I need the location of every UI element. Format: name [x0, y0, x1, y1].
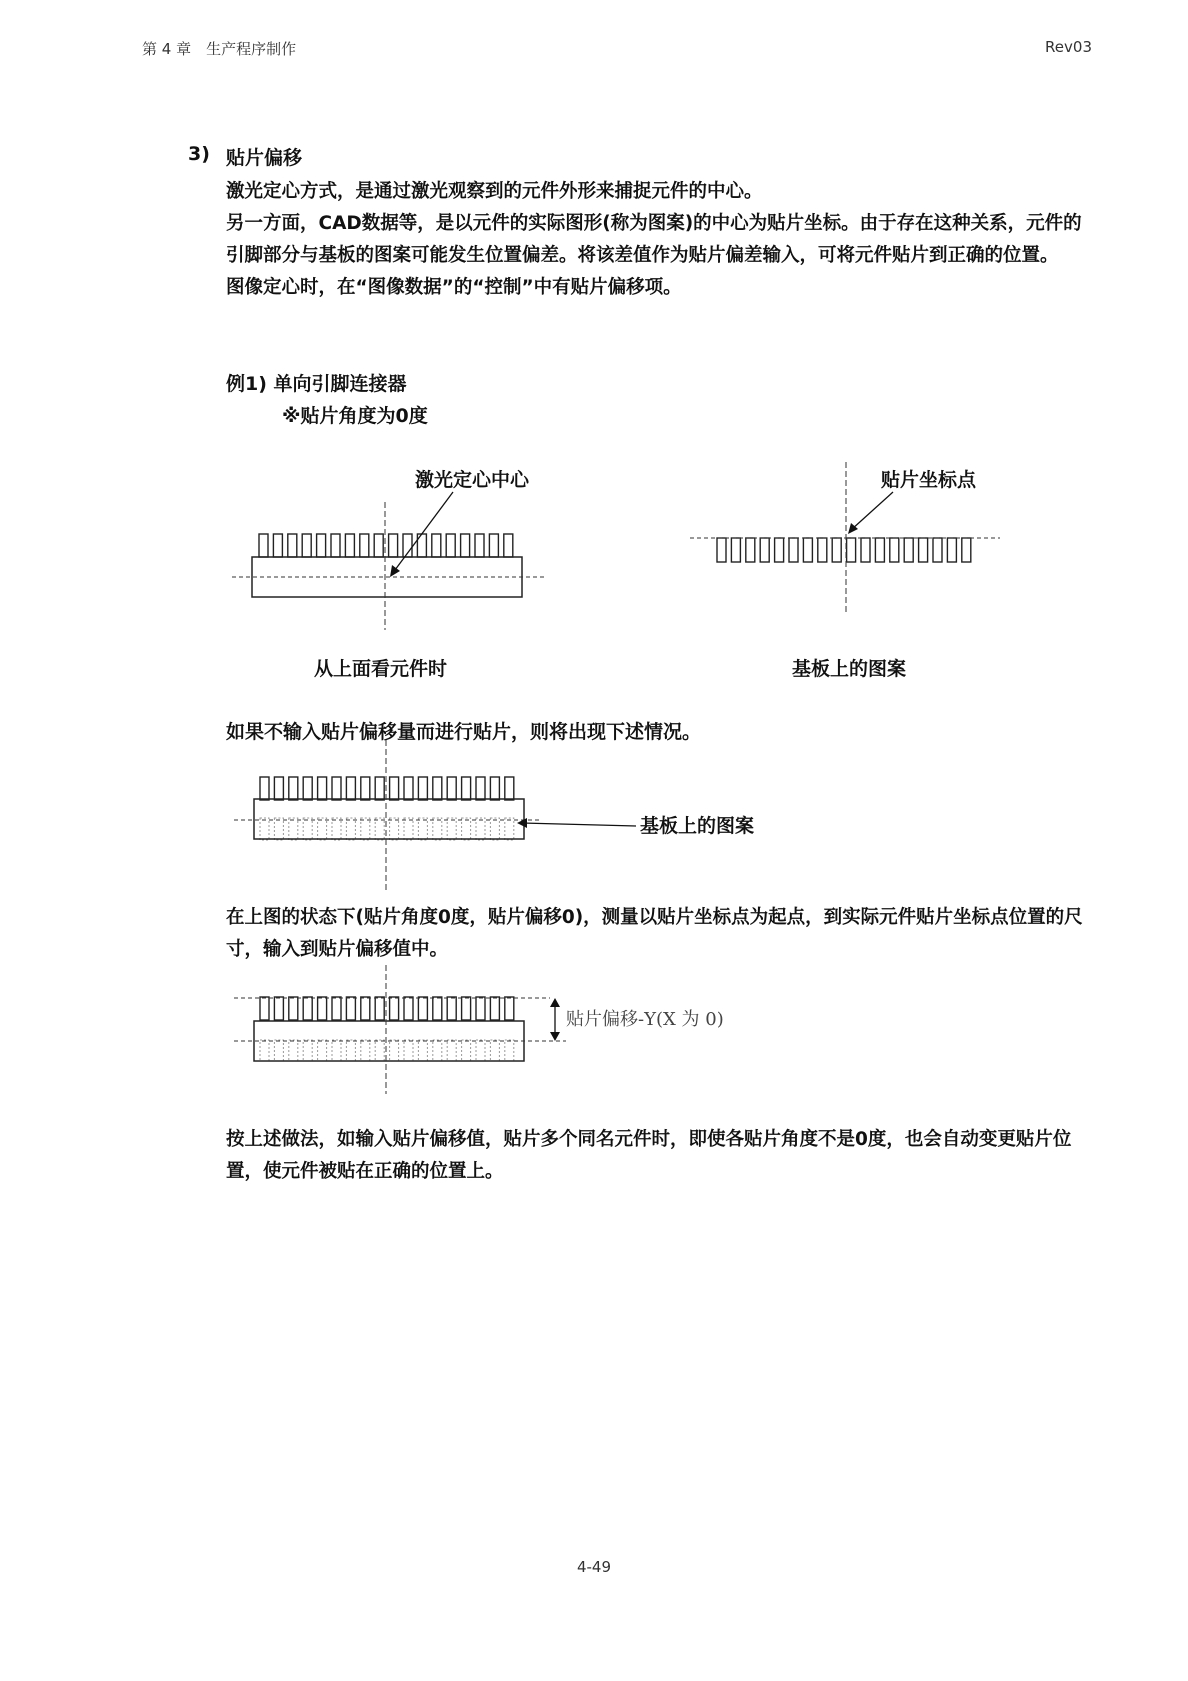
board-pad [803, 538, 812, 562]
board-pad [760, 538, 769, 562]
component-lead [475, 534, 484, 557]
mount-point-label: 贴片坐标点 [881, 469, 977, 491]
board-pad [890, 538, 899, 562]
board-pad [731, 538, 740, 562]
ghost-pad [289, 1040, 298, 1061]
component-lead [433, 777, 442, 800]
component-lead [446, 534, 455, 557]
misplaced-component-leads [260, 777, 514, 800]
component-lead [462, 997, 471, 1020]
ghost-pad [375, 818, 384, 840]
ghost-pad [490, 818, 499, 840]
ghost-pad [476, 1040, 485, 1061]
component-lead [318, 997, 327, 1020]
component-lead [418, 777, 427, 800]
component-lead [404, 777, 413, 800]
ghost-pad [332, 1040, 341, 1061]
revision-label: Rev03 [1045, 38, 1092, 56]
component-lead [447, 997, 456, 1020]
laser-center-label: 激光定心中心 [415, 469, 530, 491]
component-lead [490, 997, 499, 1020]
component-lead [433, 997, 442, 1020]
component-lead [332, 997, 341, 1020]
intro-line-1: 激光定心方式，是通过激光观察到的元件外形来捕捉元件的中心。 [226, 181, 763, 202]
section-number: 3) [188, 143, 210, 165]
ghost-pad [346, 1040, 355, 1061]
board-pad [875, 538, 884, 562]
component-lead [432, 534, 441, 557]
board-pad [717, 538, 726, 562]
component-lead [274, 997, 283, 1020]
ghost-pad [375, 1040, 384, 1061]
board-pad [818, 538, 827, 562]
intro-line-2: 另一方面，CAD数据等，是以元件的实际图形(称为图案)的中心为贴片坐标。由于存在这种关系，元件的引脚部分与基板的图案可能发生位置偏差。将该差值作为贴片偏差输入，可将元件贴片到正确的位置。 [226, 213, 1082, 266]
component-lead [361, 777, 370, 800]
page-number: 4-49 [576, 1558, 612, 1576]
result-paragraph: 按上述做法，如输入贴片偏移值，贴片多个同名元件时，即使各贴片角度不是0度，也会自动变更贴片位置，使元件被贴在正确的位置上。 [226, 1129, 1072, 1182]
ghost-pad [490, 1040, 499, 1061]
component-lead [490, 777, 499, 800]
component-lead [390, 777, 399, 800]
section-title: 贴片偏移 [226, 147, 303, 169]
component-lead [345, 534, 354, 557]
component-lead [346, 777, 355, 800]
laser-center-arrow [392, 492, 453, 574]
ghost-pad [505, 1040, 514, 1061]
component-lead [361, 997, 370, 1020]
component-lead [260, 777, 269, 800]
component-lead [260, 997, 269, 1020]
ghost-pad [289, 818, 298, 840]
component-leads [259, 534, 513, 557]
component-lead [346, 997, 355, 1020]
board-pad [746, 538, 755, 562]
ghost-pad [418, 818, 427, 840]
ghost-pad [390, 1040, 399, 1061]
component-lead [447, 777, 456, 800]
top-view-caption: 从上面看元件时 [314, 658, 448, 680]
board-pad [904, 538, 913, 562]
component-lead [289, 997, 298, 1020]
mount-point-arrow [851, 492, 893, 530]
ghost-pad [303, 818, 312, 840]
offset-ghost-pads [260, 1040, 514, 1061]
ghost-pad [346, 818, 355, 840]
offset-y-arrow-bottom [550, 1032, 560, 1041]
component-lead [259, 534, 268, 557]
board-pad [847, 538, 856, 562]
ghost-pad [404, 818, 413, 840]
component-lead [418, 997, 427, 1020]
board-pad [832, 538, 841, 562]
example-note: ※贴片角度为0度 [282, 405, 428, 427]
ghost-pad [318, 818, 327, 840]
ghost-pad [260, 818, 269, 840]
component-lead [375, 997, 384, 1020]
offset-y-arrow-top [550, 998, 560, 1007]
ghost-pad [433, 1040, 442, 1061]
intro-line-3: 图像定心时，在“图像数据”的“控制”中有贴片偏移项。 [226, 277, 682, 298]
board-pad [789, 538, 798, 562]
component-lead [489, 534, 498, 557]
component-lead [476, 997, 485, 1020]
fig2-callout-arrow [522, 823, 636, 826]
board-pad [861, 538, 870, 562]
component-lead [302, 534, 311, 557]
component-lead [317, 534, 326, 557]
ghost-pad [274, 1040, 283, 1061]
component-lead [389, 534, 398, 557]
board-pad [947, 538, 956, 562]
component-lead [390, 997, 399, 1020]
ghost-pad [505, 818, 514, 840]
ghost-pad [433, 818, 442, 840]
component-lead [375, 777, 384, 800]
board-pattern-pads [717, 538, 971, 562]
component-lead [303, 997, 312, 1020]
component-lead [374, 534, 383, 557]
misplaced-component-body [254, 799, 524, 839]
ghost-pad [476, 818, 485, 840]
component-lead [331, 534, 340, 557]
component-lead [274, 777, 283, 800]
fig2-board-pattern-label: 基板上的图案 [640, 815, 755, 837]
board-pattern-ghost-pads [260, 818, 514, 840]
no-offset-paragraph: 如果不输入贴片偏移量而进行贴片，则将出现下述情况。 [226, 721, 702, 743]
board-pad [933, 538, 942, 562]
ghost-pad [260, 1040, 269, 1061]
ghost-pad [361, 818, 370, 840]
offset-y-label: 贴片偏移-Y(X 为 0) [566, 1009, 724, 1030]
board-pad [775, 538, 784, 562]
ghost-pad [318, 1040, 327, 1061]
component-lead [462, 777, 471, 800]
component-lead [303, 777, 312, 800]
component-lead [318, 777, 327, 800]
component-lead [505, 777, 514, 800]
component-lead [504, 534, 513, 557]
ghost-pad [462, 818, 471, 840]
component-lead [288, 534, 297, 557]
component-lead [404, 997, 413, 1020]
ghost-pad [447, 1040, 456, 1061]
chapter-header: 第 4 章 生产程序制作 [142, 40, 297, 58]
offset-component-leads [260, 997, 514, 1020]
ghost-pad [332, 818, 341, 840]
ghost-pad [447, 818, 456, 840]
ghost-pad [404, 1040, 413, 1061]
board-pad [919, 538, 928, 562]
component-lead [461, 534, 470, 557]
component-lead [360, 534, 369, 557]
component-lead [505, 997, 514, 1020]
ghost-pad [361, 1040, 370, 1061]
laser-center-arrowhead [390, 565, 400, 577]
board-pattern-caption: 基板上的图案 [792, 658, 907, 680]
component-lead [476, 777, 485, 800]
ghost-pad [418, 1040, 427, 1061]
ghost-pad [390, 818, 399, 840]
component-lead [289, 777, 298, 800]
ghost-pad [462, 1040, 471, 1061]
component-lead [273, 534, 282, 557]
ghost-pad [274, 818, 283, 840]
component-lead [332, 777, 341, 800]
measure-paragraph: 在上图的状态下(贴片角度0度，贴片偏移0)，测量以贴片坐标点为起点，到实际元件贴片坐标点位置的尺寸，输入到贴片偏移值中。 [226, 907, 1083, 960]
example-title: 例1) 单向引脚连接器 [226, 373, 407, 395]
ghost-pad [303, 1040, 312, 1061]
board-pad [962, 538, 971, 562]
